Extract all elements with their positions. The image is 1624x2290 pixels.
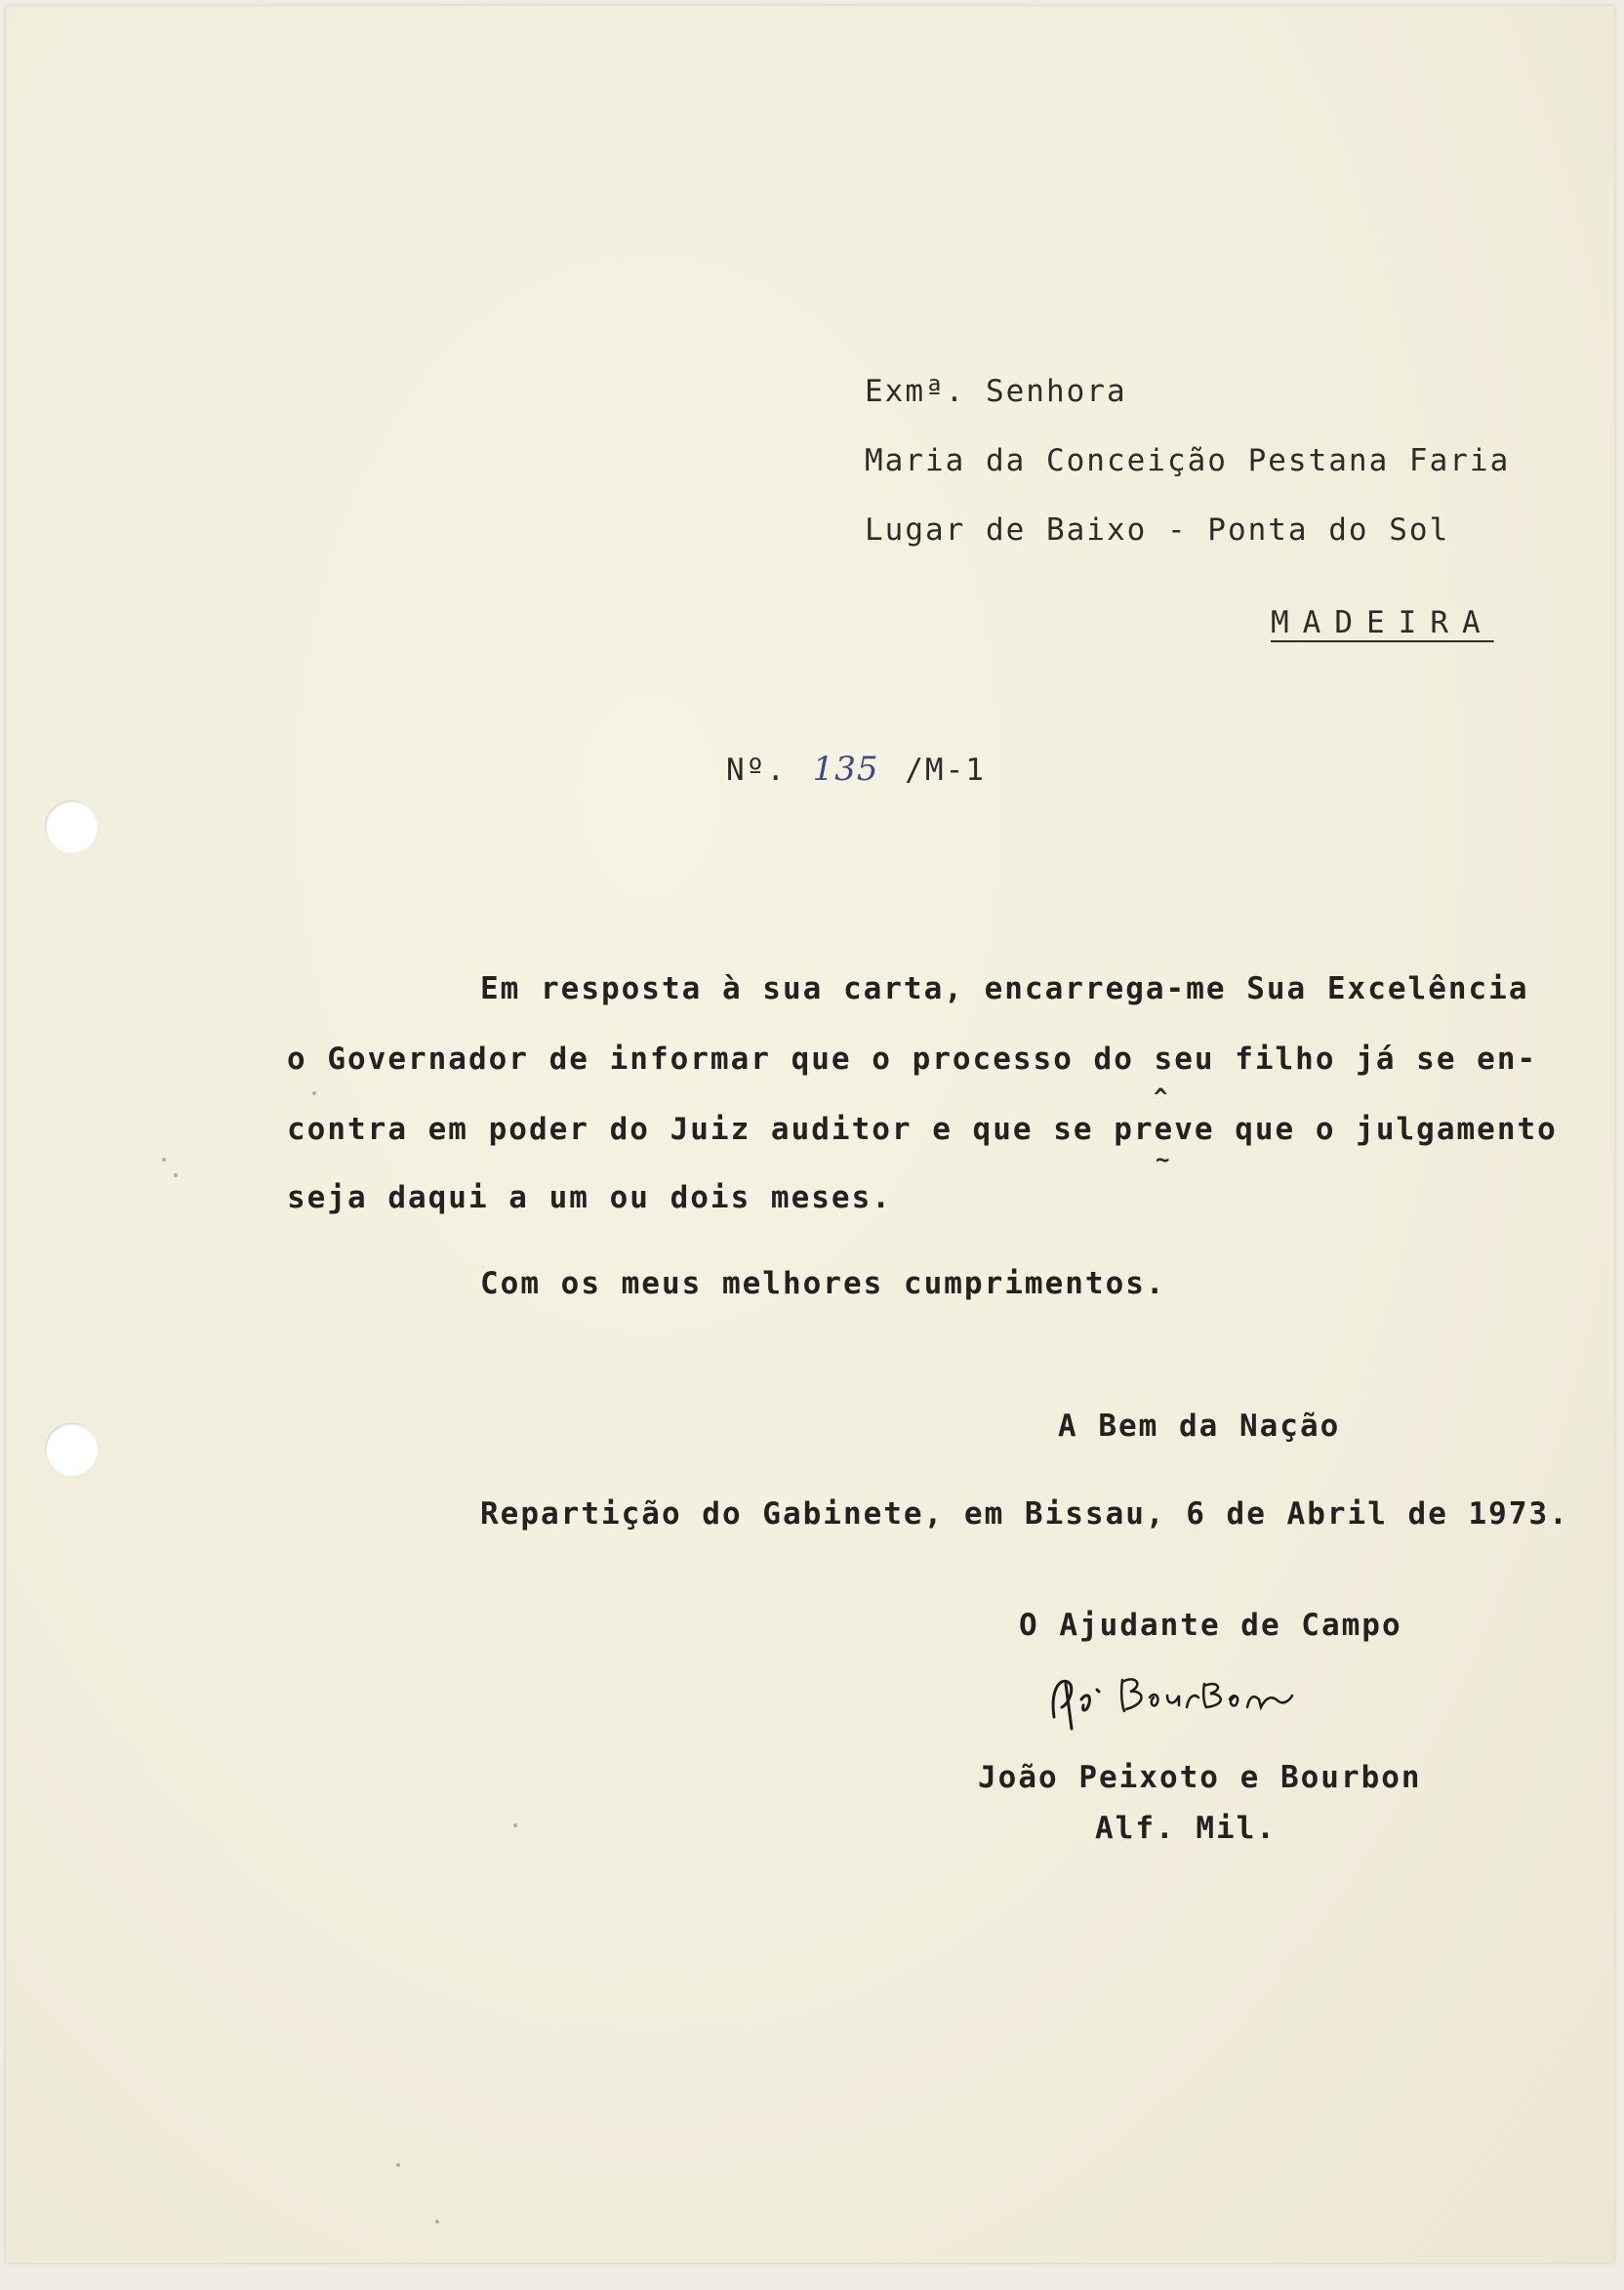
- paper-speck: [174, 1173, 178, 1177]
- signatory-name: João Peixoto e Bourbon: [978, 1760, 1422, 1795]
- paper-speck: [435, 2220, 439, 2224]
- body-line-3: contra em poder do Juiz auditor e que se preve que o julgamento: [287, 1112, 1558, 1147]
- recipient-region: MADEIRA: [1271, 605, 1494, 640]
- paper-speck: [396, 2163, 400, 2167]
- signatory-role: O Ajudante de Campo: [1019, 1608, 1402, 1643]
- body-line-4: seja daqui a um ou dois meses.: [287, 1180, 892, 1215]
- motto: A Bem da Nação: [1058, 1409, 1341, 1444]
- body-closing: Com os meus melhores cumprimentos.: [480, 1266, 1166, 1301]
- punch-hole-bottom: [45, 1423, 98, 1476]
- place-date: Repartição do Gabinete, em Bissau, 6 de Abril de 1973.: [480, 1496, 1569, 1532]
- reference-number: 135: [812, 750, 879, 789]
- tilde-mark: ~: [1156, 1146, 1170, 1173]
- reference-prefix: Nº.: [726, 753, 787, 788]
- handwritten-signature: [1042, 1660, 1335, 1738]
- body-line-1: Em resposta à sua carta, encarrega-me Sua Excelência: [480, 971, 1529, 1006]
- paper-speck: [513, 1823, 517, 1827]
- reference-line: [726, 750, 986, 789]
- paper-speck: [312, 1091, 316, 1095]
- recipient-address: Lugar de Baixo - Ponta do Sol: [865, 512, 1450, 548]
- recipient-salutation: Exmª. Senhora: [865, 374, 1127, 409]
- reference-suffix: /M-1: [905, 753, 986, 788]
- circumflex-mark: ^: [1154, 1084, 1168, 1111]
- punch-hole-top: [45, 800, 98, 853]
- signatory-rank: Alf. Mil.: [1095, 1811, 1277, 1846]
- body-line-2: o Governador de informar que o processo do seu filho já se en-: [287, 1042, 1538, 1077]
- letter-page: [6, 6, 1614, 2263]
- recipient-name: Maria da Conceição Pestana Faria: [865, 443, 1511, 478]
- paper-speck: [162, 1158, 166, 1162]
